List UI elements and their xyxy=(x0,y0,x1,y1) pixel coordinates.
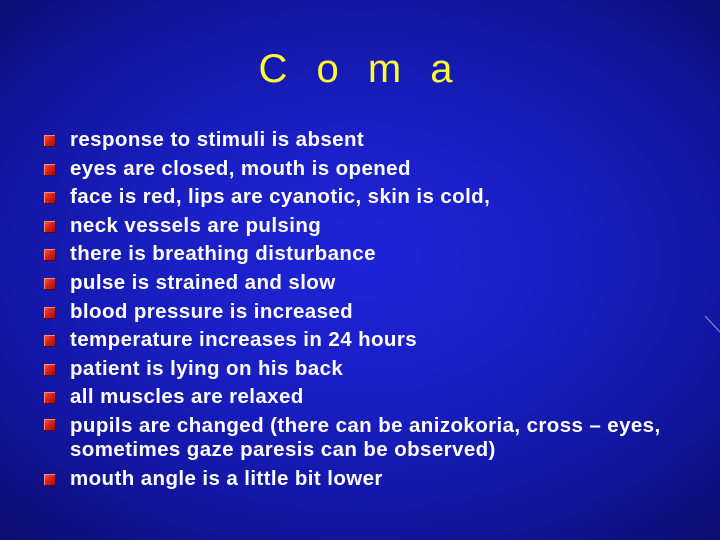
bullet-text: mouth angle is a little bit lower xyxy=(70,466,383,490)
bullet-text: all muscles are relaxed xyxy=(70,385,304,409)
bullet-text: there is breathing disturbance xyxy=(70,242,376,266)
bullet-text: face is red, lips are cyanotic, skin is cold, xyxy=(70,185,491,209)
bullet-text: pupils are changed (there can be anizokoria, cross – eyes, sometimes gaze paresis can be observed) xyxy=(70,413,661,461)
slide-title: C o m a xyxy=(258,47,462,91)
bullet-text: pulse is strained and slow xyxy=(70,270,336,294)
decorative-stroke xyxy=(705,316,720,332)
bullet-text: response to stimuli is absent xyxy=(70,128,365,151)
bullet-text: eyes are closed, mouth is opened xyxy=(70,156,411,180)
bullet-text: blood pressure is increased xyxy=(70,299,354,323)
bullet-text: temperature increases in 24 hours xyxy=(70,328,418,352)
bullet-text: patient is lying on his back xyxy=(70,356,344,380)
bullet-text: neck vessels are pulsing xyxy=(70,213,322,237)
